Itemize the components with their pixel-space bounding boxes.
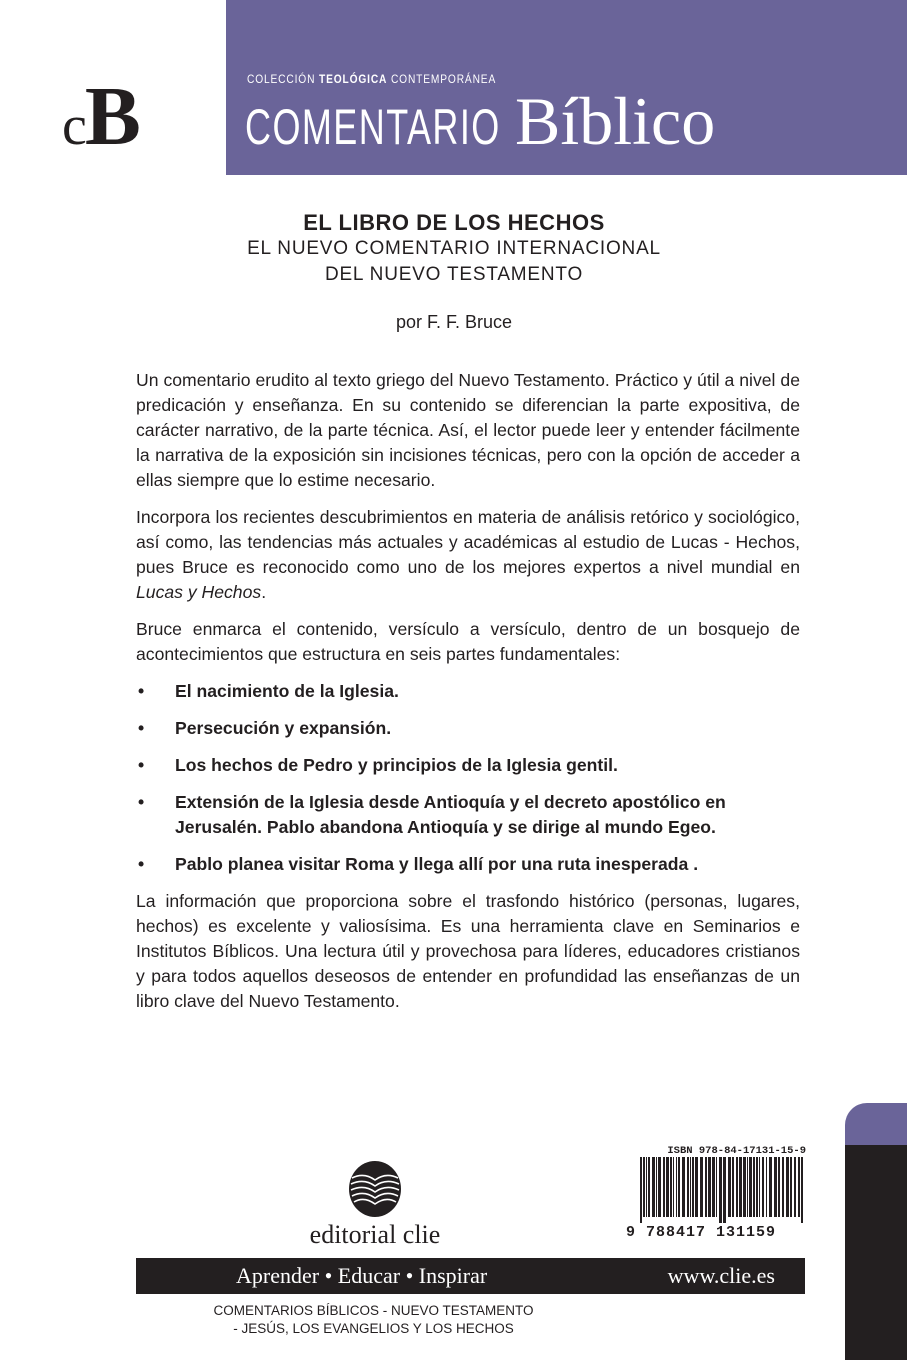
bullet-icon: • (138, 854, 145, 874)
bullet-icon: • (138, 792, 145, 812)
paragraph-3: Bruce enmarca el contenido, versículo a versículo, dentro de un bosquejo de acontecimientos que estructura en seis partes fundamentales: (136, 619, 800, 664)
open-book-icon (348, 1160, 402, 1218)
paragraph-4: La información que proporciona sobre el trasfondo histórico (personas, lugares, hechos) es excelente y valiosísima. Es una herramienta clave en Seminarios e Institutos Bíblicos. Una lectura útil y provechosa para líderes, educadores cristianos y para todos aquellos deseosos de entender en profundidad las enseñanzas de un libro clave del Nuevo Testamento. (136, 891, 800, 1011)
bullet-icon: • (138, 718, 145, 738)
series-title (245, 82, 715, 161)
series-title-b: Bíblico (515, 83, 716, 159)
list-item-text: El nacimiento de la Iglesia. (175, 681, 399, 701)
collection-bold: TEOLÓGICA (318, 72, 388, 86)
cb-logo (62, 68, 141, 165)
description (136, 368, 800, 1026)
list-item (136, 753, 800, 778)
isbn-digits: 9 788417 131159 (626, 1224, 777, 1241)
book-title: EL LIBRO DE LOS HECHOS (303, 210, 605, 235)
publisher-logo (300, 1160, 450, 1250)
p2-end: . (261, 582, 267, 602)
collection-prefix: COLECCIÓN (247, 72, 316, 86)
categories (196, 1302, 551, 1338)
list-item (136, 679, 800, 704)
list-item-text: Extensión de la Iglesia desde Antioquía y el decreto apostólico en Jerusalén. Pablo abandona Antioquía y se dirige al mundo Egeo. (175, 792, 726, 837)
series-title-a: COMENTARIO (245, 99, 501, 155)
list-item-text: Los hechos de Pedro y principios de la Iglesia gentil. (175, 755, 618, 775)
list-item-text: Persecución y expansión. (175, 718, 392, 738)
isbn-label: ISBN 978-84-17131-15-9 (667, 1145, 806, 1157)
collection-suffix: CONTEMPORÁNEA (390, 72, 497, 86)
author: por F. F. Bruce (395, 312, 513, 332)
book-subtitle-2: DEL NUEVO TESTAMENTO (324, 264, 584, 285)
barcode-icon (626, 1157, 806, 1223)
list-item (136, 716, 800, 741)
slogan-bar (136, 1258, 805, 1294)
spine-tab-dark (845, 1145, 907, 1360)
publisher-name: editorial clie (309, 1220, 441, 1249)
isbn-barcode (626, 1145, 806, 1241)
logo-b: B (84, 70, 141, 163)
category-line-2: - JESÚS, LOS EVANGELIOS Y LOS HECHOS (233, 1321, 514, 1336)
slogan: Aprender • Educar • Inspirar (236, 1263, 488, 1288)
list-item-text: Pablo planea visitar Roma y llega allí por una ruta inesperada . (175, 854, 699, 874)
list-item (136, 852, 800, 877)
bullet-icon: • (138, 681, 145, 701)
paragraph-2 (136, 505, 800, 605)
bullet-list (136, 679, 800, 877)
book-subtitle-1: EL NUEVO COMENTARIO INTERNACIONAL (247, 238, 661, 259)
category-line-1: COMENTARIOS BÍBLICOS - NUEVO TESTAMENTO (213, 1303, 534, 1318)
bullet-icon: • (138, 755, 145, 775)
publisher-url[interactable]: www.clie.es (667, 1263, 775, 1288)
book-heading (136, 210, 772, 333)
p2-italic: Lucas y Hechos (136, 582, 262, 602)
paragraph-1: Un comentario erudito al texto griego del Nuevo Testamento. Práctico y útil a nivel de predicación y enseñanza. En su contenido se diferencian la parte expositiva, de carácter narrativo, de la parte técnica. Así, el lector puede leer y entender fácilmente la narrativa de la exposición sin incisiones técnicas, pero con la opción de acceder a ellas siempre que lo estime necesario. (136, 370, 800, 490)
logo-c: c (62, 95, 87, 157)
list-item (136, 790, 800, 840)
p2-text: Incorpora los recientes descubrimientos en materia de análisis retórico y sociológico, así como, las tendencias más actuales y académicas al estudio de Lucas - Hechos, pues Bruce es reconocido como uno de los mejores expertos a nivel mundial en (136, 507, 800, 577)
